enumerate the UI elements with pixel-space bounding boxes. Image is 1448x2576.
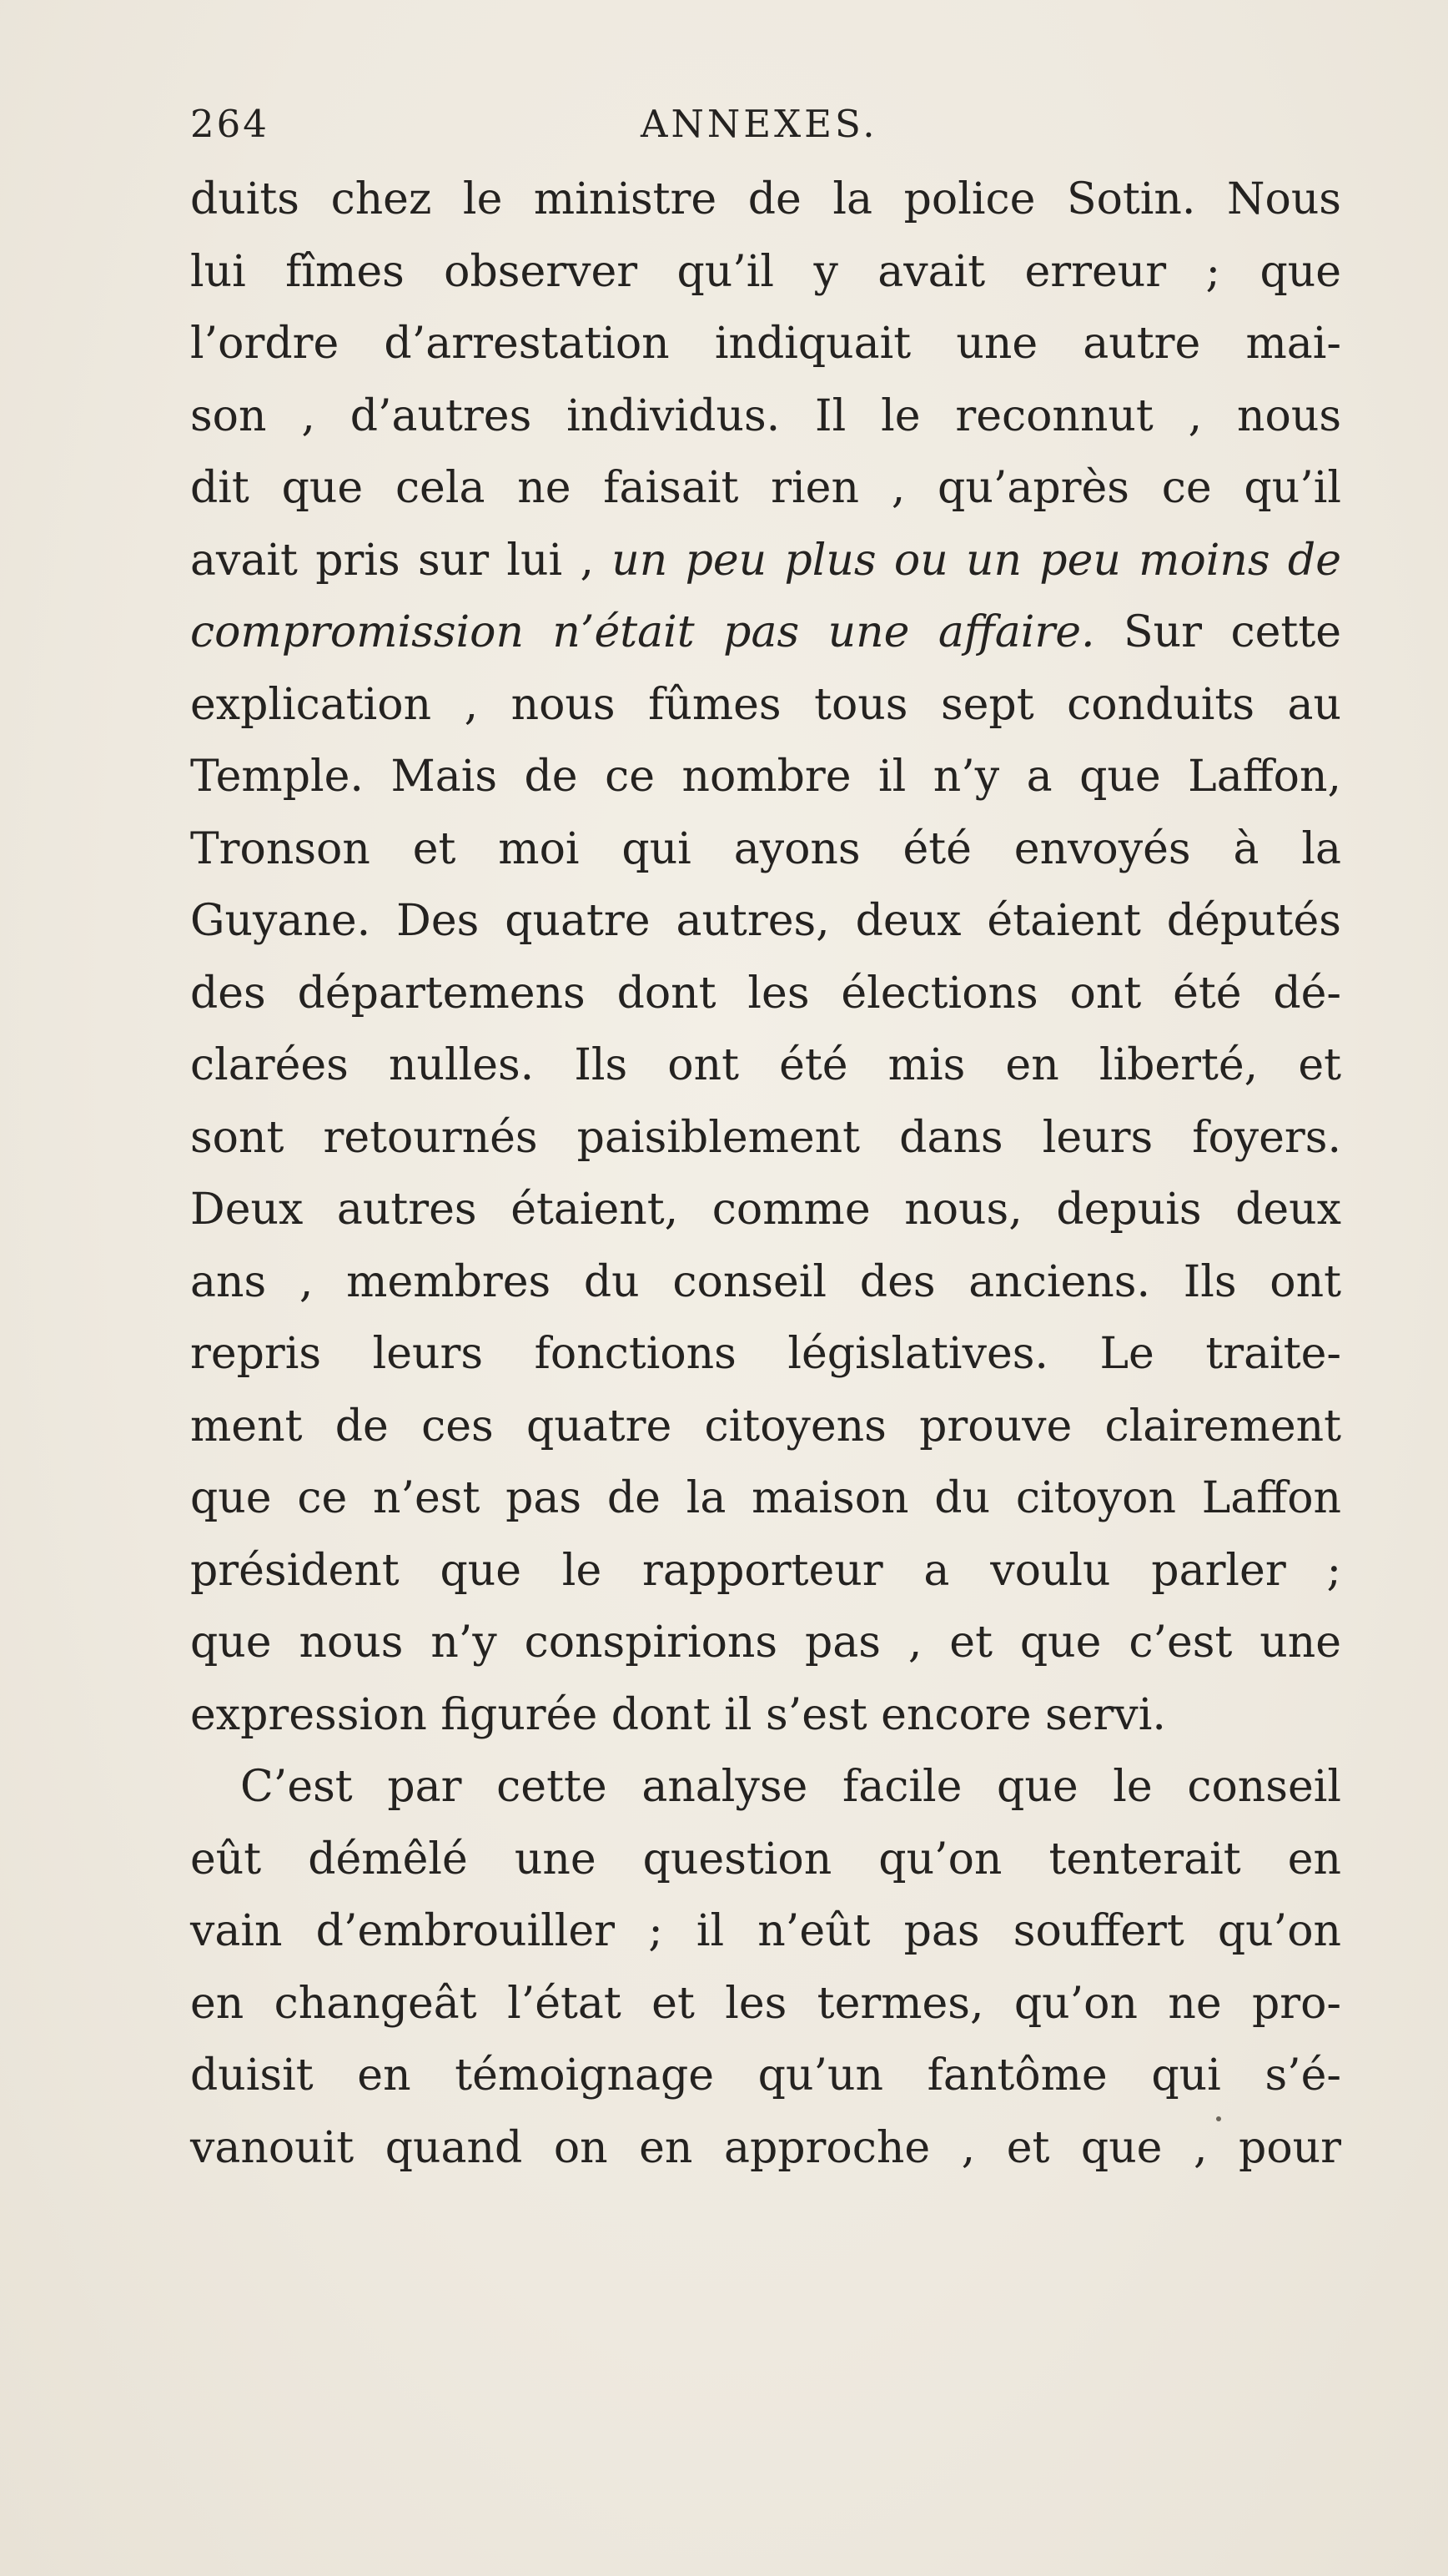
text-line-16: ans , membres du conseil des anciens. Ils ont — [190, 1256, 1341, 1307]
text-line-6 — [190, 525, 1341, 597]
text-line-25: vain d’embrouiller ; il n’eût pas souffert qu’on — [190, 1906, 1341, 1956]
page-number: 264 — [190, 102, 269, 146]
text-line-4: son , d’autres individus. Il le reconnut , nous — [190, 390, 1341, 441]
page-header — [190, 102, 1341, 152]
text-line-22: expression figurée dont il s’est encore servi. — [190, 1689, 1166, 1740]
text-line-27: duisit en témoignage qu’un fantôme qui s’é- — [190, 2050, 1341, 2101]
text-line-11: Guyane. Des quatre autres, deux étaient députés — [190, 896, 1341, 946]
text-line-5: dit que cela ne faisait rien , qu’après ce qu’il — [190, 463, 1341, 513]
text-line-9: Temple. Mais de ce nombre il n’y a que Laffon, — [190, 752, 1341, 802]
text-line-1: duits chez le ministre de la police Sotin. Nous — [190, 174, 1341, 224]
text-line-23: C’est par cette analyse facile que le conseil — [240, 1762, 1341, 1812]
text-line-2: lui fîmes observer qu’il y avait erreur ; que — [190, 246, 1341, 297]
text-line-6-italic: un peu plus ou un peu moins de — [611, 535, 1341, 586]
running-head: ANNEXES. — [641, 102, 878, 146]
text-line-17: repris leurs fonctions législatives. Le traite- — [190, 1329, 1341, 1379]
text-line-21: que nous n’y conspirions pas , et que c’est une — [190, 1618, 1341, 1668]
text-line-12: des départemens dont les élections ont été dé- — [190, 968, 1341, 1019]
text-line-14: sont retournés paisiblement dans leurs foyers. — [190, 1112, 1341, 1163]
ink-speck — [1216, 2116, 1221, 2121]
text-line-8: explication , nous fûmes tous sept conduits au — [190, 679, 1341, 730]
text-line-13: clarées nulles. Ils ont été mis en liberté, et — [190, 1040, 1341, 1090]
text-line-15: Deux autres étaient, comme nous, depuis deux — [190, 1185, 1341, 1235]
text-line-7-italic: compromission n’était pas une affaire. — [190, 607, 1095, 657]
body-text — [190, 164, 1341, 2184]
text-line-6-roman: avait pris sur lui , — [190, 535, 612, 586]
text-line-7 — [190, 596, 1341, 669]
text-line-28: vanouit quand on en approche , et que , pour — [190, 2122, 1341, 2173]
text-line-20: président que le rapporteur a voulu parler ; — [190, 1545, 1341, 1596]
text-line-18: ment de ces quatre citoyens prouve clairement — [190, 1401, 1341, 1452]
text-line-3: l’ordre d’arrestation indiquait une autre mai- — [190, 319, 1341, 369]
text-line-10: Tronson et moi qui ayons été envoyés à la — [190, 823, 1341, 874]
text-line-24: eût démêlé une question qu’on tenterait en — [190, 1834, 1341, 1884]
text-line-19: que ce n’est pas de la maison du citoyon Laffon — [190, 1473, 1341, 1523]
text-line-26: en changeât l’état et les termes, qu’on ne pro- — [190, 1978, 1341, 2029]
text-line-7-roman: Sur cette — [1094, 607, 1341, 657]
